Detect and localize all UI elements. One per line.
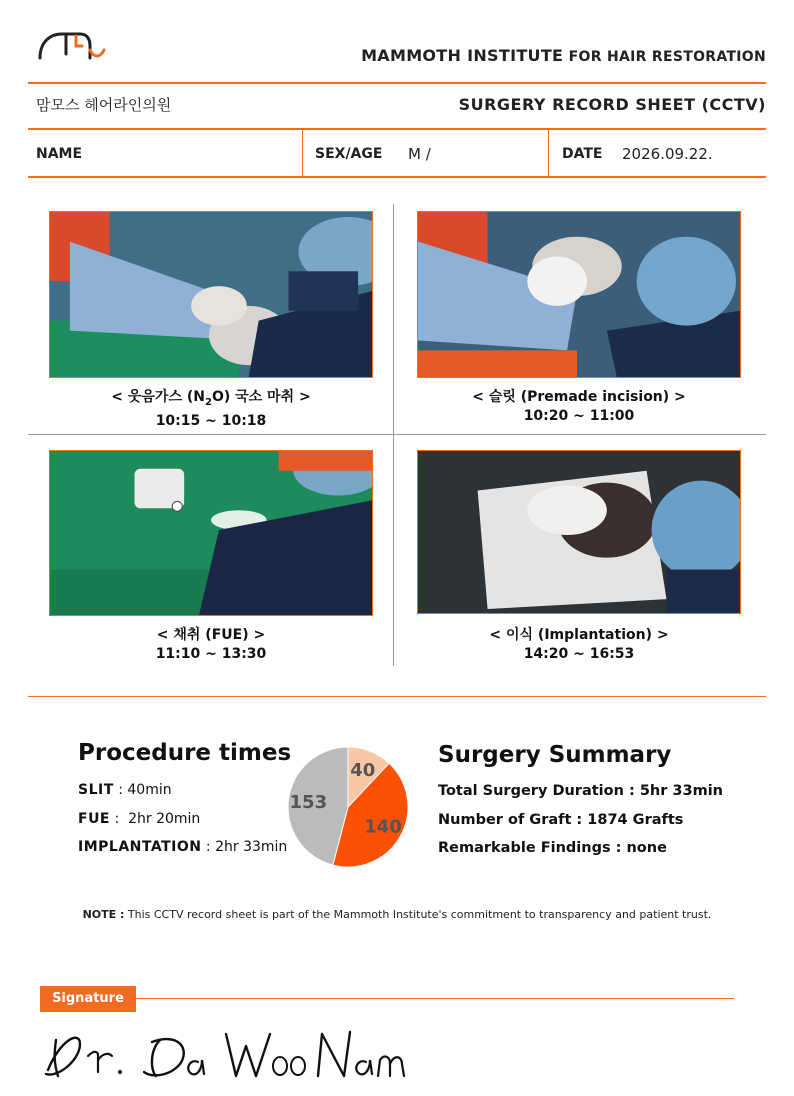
procedure-value: 2hr 33min <box>215 839 288 855</box>
procedure-value: 2hr 20min <box>128 811 201 827</box>
caption-text: < 이식 (Implantation) > <box>489 627 669 643</box>
institute-name <box>361 46 766 65</box>
institute-sub: FOR HAIR RESTORATION <box>568 49 766 65</box>
procedure-value: 40min <box>127 782 172 798</box>
info-divider <box>28 176 766 178</box>
name-label: NAME <box>36 146 83 162</box>
pie-slice-label: 140 <box>364 816 402 838</box>
caption-text: O) 국소 마취 > <box>211 389 311 405</box>
title-divider <box>28 128 766 130</box>
procedure-times-title: Procedure times <box>78 740 292 766</box>
grid-horizontal-divider <box>28 434 766 435</box>
note <box>0 908 794 921</box>
photo-fue <box>49 450 373 616</box>
elephant-logo-icon <box>36 28 108 64</box>
procedure-label: IMPLANTATION <box>78 839 202 855</box>
field-divider <box>548 130 549 176</box>
caption-text: < 채취 (FUE) > <box>156 627 266 643</box>
sex-age-value: M / <box>408 145 431 163</box>
photo-caption <box>49 626 373 664</box>
summary-duration: Total Surgery Duration : 5hr 33min <box>438 783 724 799</box>
sex-age-label: SEX/AGE <box>315 146 383 162</box>
caption-time: 11:10 ~ 13:30 <box>155 646 267 662</box>
procedure-row-slit <box>78 782 172 798</box>
procedure-row-implantation <box>78 839 287 855</box>
photo-slit <box>417 211 741 378</box>
summary-grafts: Number of Graft : 1874 Grafts <box>438 812 684 828</box>
procedure-label: SLIT <box>78 782 114 798</box>
photo-anesthesia <box>49 211 373 378</box>
header-divider <box>28 82 766 84</box>
pie-slice-label: 153 <box>289 791 328 813</box>
procedure-separator: : <box>201 839 216 855</box>
handwritten-signature <box>40 1020 420 1086</box>
photo-caption <box>49 388 373 431</box>
date-label: DATE <box>562 146 603 162</box>
pie-slice-label: 40 <box>350 759 376 781</box>
note-text: This CCTV record sheet is part of the Mammoth Institute's commitment to transparency and patient trust. <box>124 908 712 921</box>
date-value: 2026.09.22. <box>622 145 713 163</box>
caption-time: 10:15 ~ 10:18 <box>155 412 267 429</box>
summary-findings: Remarkable Findings : none <box>438 840 667 856</box>
signature-badge: Signature <box>40 986 136 1012</box>
procedure-separator: : <box>110 811 129 827</box>
procedure-separator: : <box>113 782 128 798</box>
clinic-korean-name: 맘모스 헤어라인의원 <box>36 96 172 114</box>
institute-main: MAMMOTH INSTITUTE <box>361 46 564 65</box>
procedure-label: FUE <box>78 811 110 827</box>
caption-time: 14:20 ~ 16:53 <box>523 646 635 662</box>
procedure-pie-chart <box>286 745 410 869</box>
section-divider <box>28 696 766 697</box>
grid-vertical-divider <box>393 204 394 666</box>
photo-caption <box>417 388 741 426</box>
caption-text: < 슬릿 (Premade incision) > <box>472 389 686 405</box>
note-label: NOTE : <box>82 908 125 921</box>
surgery-summary-title: Surgery Summary <box>438 742 672 768</box>
photo-implantation <box>417 450 741 614</box>
caption-subscript: 2 <box>204 396 212 408</box>
caption-text: < 웃음가스 (N <box>111 389 205 405</box>
signature-line <box>136 998 734 999</box>
field-divider <box>302 130 303 176</box>
sheet-title: SURGERY RECORD SHEET (CCTV) <box>458 95 766 114</box>
caption-time: 10:20 ~ 11:00 <box>523 408 635 424</box>
photo-caption <box>417 626 741 664</box>
procedure-row-fue <box>78 811 200 827</box>
